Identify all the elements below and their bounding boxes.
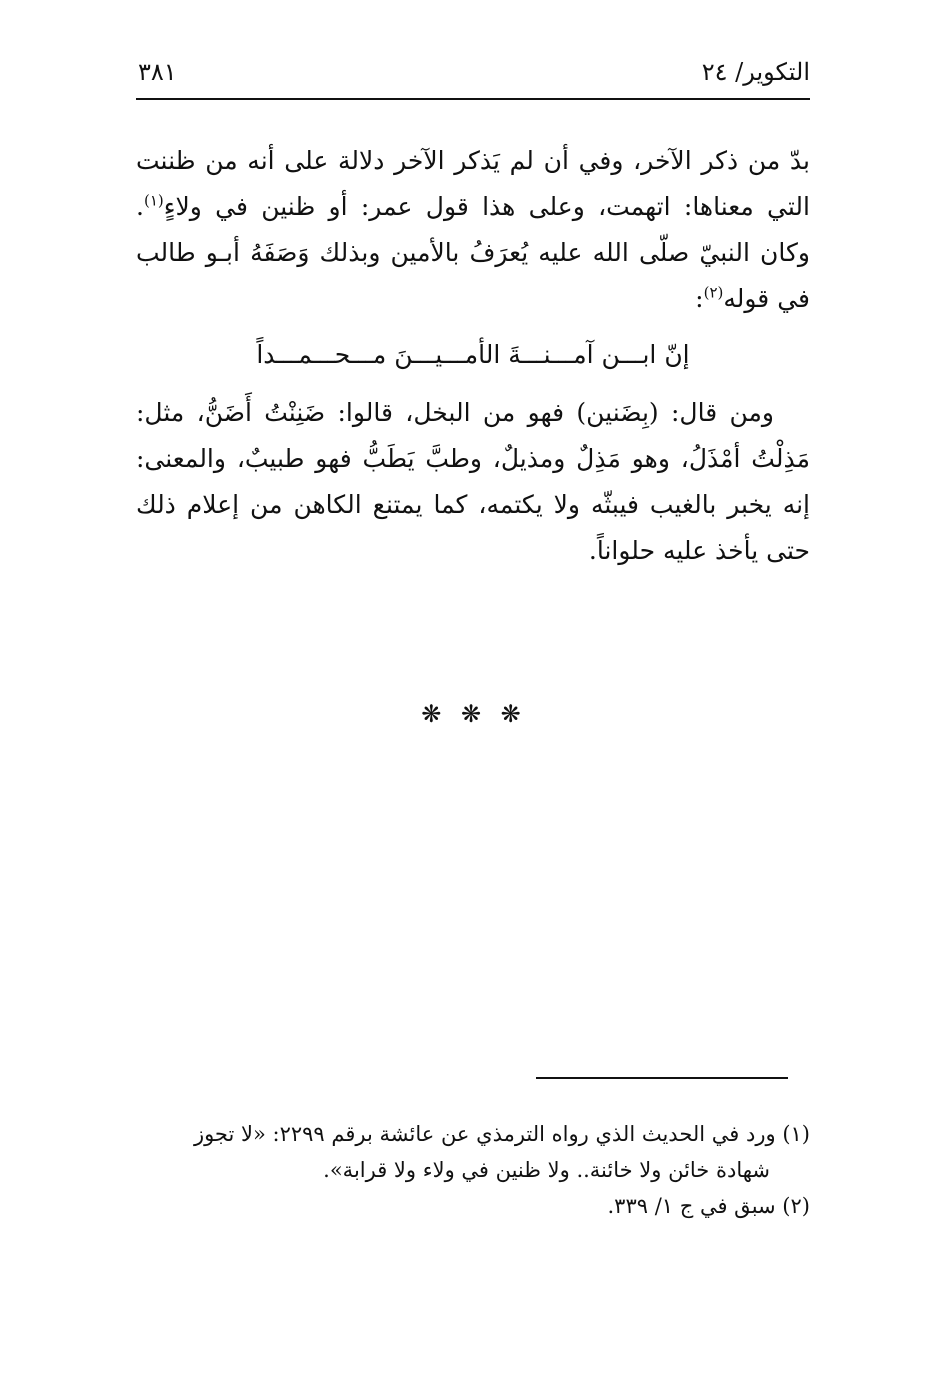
footnote-divider <box>536 1077 788 1079</box>
footnotes <box>136 1116 810 1224</box>
footnote-1-line-1: (١) ورد في الحديث الذي رواه الترمذي عن عائشة برقم ٢٢٩٩: «لا تجوز <box>193 1122 810 1146</box>
footnote-ref-1: (١) <box>143 191 164 210</box>
paragraph-2: ومن قال: (بِضَنين) فهو من البخل، قالوا: ضَنِنْتُ أَضَنُّ، مثل: مَذِلْتُ أمْذَلُ، وهو مَذِلٌ ومذيلٌ، وطبَّ يَطَبُّ فهو طبيبٌ، والمعنى: إنه يخبر بالغيب فيبثّه ولا يكتمه، كما يمتنع الكاهن من إعلام ذلك حتى يأخذ عليه حلواناً. <box>136 398 810 565</box>
poetry-verse: إنّ ابـــن آمـــنـــةَ الأمـــيـــنَ مـــحـــمـــداً <box>256 340 690 369</box>
chapter-title: التكوير/ ٢٤ <box>701 58 810 86</box>
page-header <box>138 52 810 92</box>
main-text <box>136 138 810 574</box>
paragraph-1: بدّ من ذكر الآخر، وفي أن لم يَذكر الآخر دلالة على أنه من ظننت التي معناها: اتهمت، وعلى هذا قول عمر: أو ظنين في ولاءٍ$^{(١)}$. وكان النبيّ صلّى الله عليه يُعرَفُ بالأمين وبذلك وَصَفَهُ أبـو طالب في قوله$^{(٢)}$: <box>136 146 810 313</box>
footnote-1-line-2: شهادة خائن ولا خائنة.. ولا ظنين في ولاء ولا قرابة». <box>323 1158 770 1182</box>
section-separator: ❋ ❋ ❋ <box>421 700 527 728</box>
page-number: ٣٨١ <box>138 58 177 86</box>
header-divider <box>136 98 810 100</box>
footnote-ref-2: (٢) <box>703 283 724 302</box>
footnote-2: (٢) سبق في ج ١/ ٣٣٩. <box>607 1194 810 1218</box>
